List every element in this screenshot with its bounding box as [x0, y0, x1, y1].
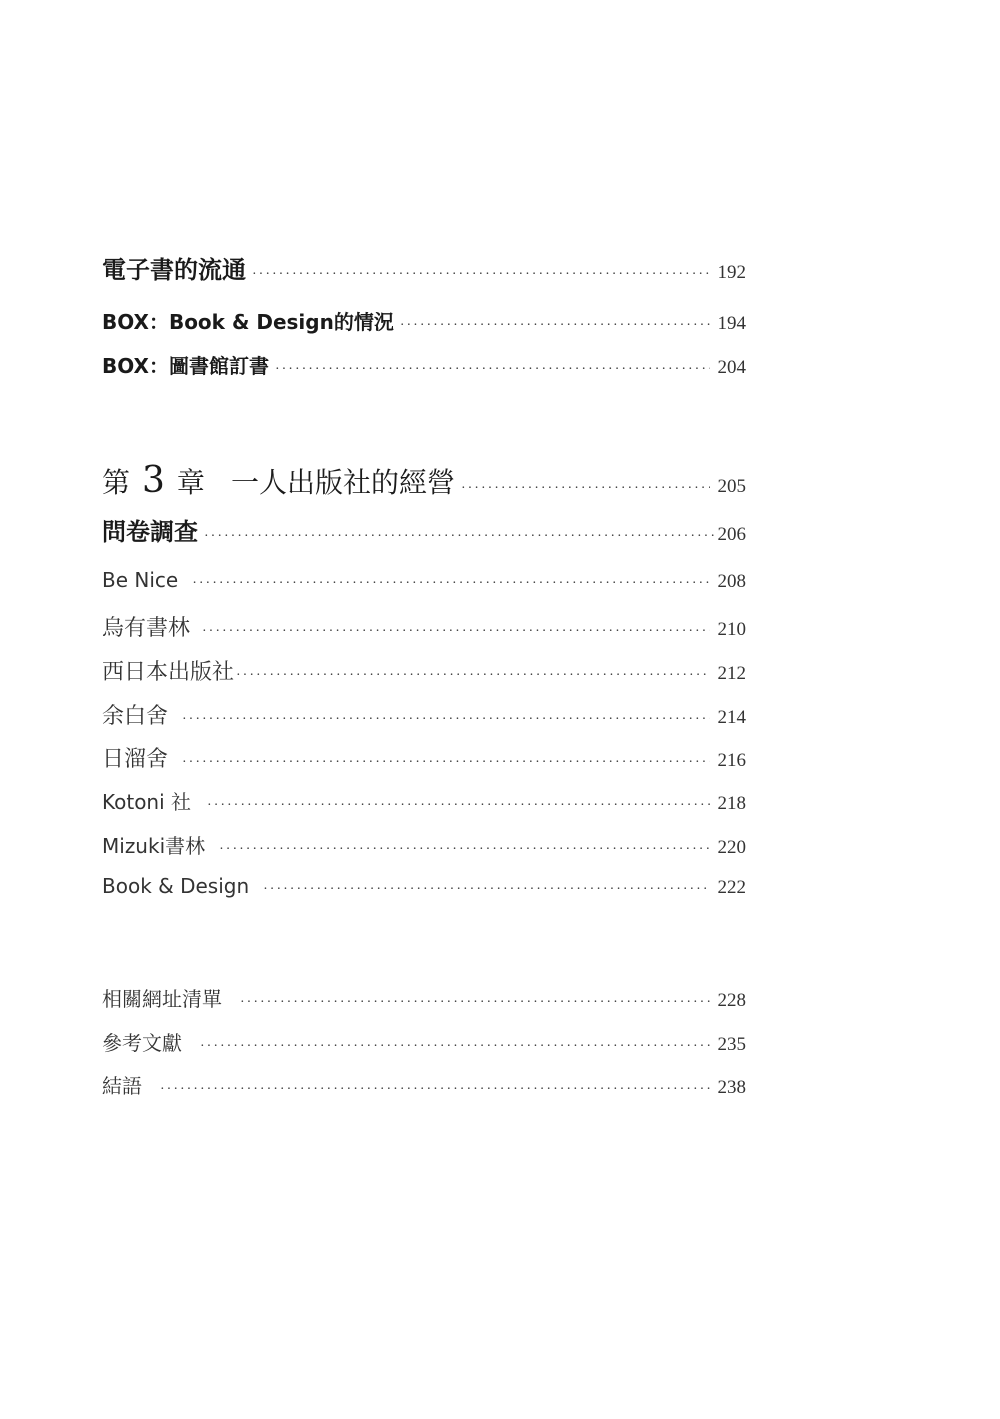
dot-leader [182, 755, 709, 771]
toc-entry-be-nice[interactable] [102, 568, 746, 593]
toc-entry-title: Book & Design [102, 874, 250, 898]
toc-entry-title: 相關網址清單 [102, 987, 222, 1011]
toc-entry-hidamarisha[interactable] [102, 742, 746, 773]
toc-entry-book-design[interactable] [102, 874, 746, 899]
toc-entry-title: 日溜舍 [102, 747, 169, 772]
toc-page-number: 208 [717, 571, 746, 592]
dot-leader [207, 798, 709, 814]
toc-page-number: 216 [717, 750, 746, 771]
dot-leader [204, 529, 714, 545]
toc-entry-title: 烏有書林 [102, 616, 191, 641]
toc-entry-ebook-distribution[interactable] [102, 250, 746, 285]
toc-page-number: 206 [717, 524, 746, 545]
dot-leader [236, 668, 709, 684]
toc-page-number: 204 [717, 357, 746, 378]
chapter-prefix: 第 [102, 466, 131, 499]
toc-page-number: 228 [717, 990, 746, 1011]
toc-entry-related-urls[interactable] [102, 983, 746, 1012]
dot-leader [182, 712, 709, 728]
dot-leader [252, 267, 710, 283]
toc-page-number: 192 [717, 262, 746, 283]
toc-entry-references[interactable] [102, 1027, 746, 1056]
toc-entry-chapter-3[interactable] [102, 460, 746, 501]
toc-entry-title: Be Nice [102, 568, 179, 592]
dot-leader [400, 318, 710, 334]
toc-entry-yohakusha[interactable] [102, 699, 746, 730]
toc-entry-box-book-design[interactable] [102, 306, 746, 335]
dot-leader [219, 842, 709, 858]
toc-entry-uyu-shorin[interactable] [102, 611, 746, 642]
toc-page-number: 210 [717, 619, 746, 640]
toc-entry-title: BOX：Book & Design的情況 [102, 310, 394, 334]
dot-leader [461, 481, 710, 497]
toc-entry-conclusion[interactable] [102, 1070, 746, 1099]
dot-leader [200, 1039, 710, 1055]
toc-entry-mizuki[interactable] [102, 830, 746, 859]
toc-entry-box-library[interactable] [102, 350, 746, 379]
toc-page-number: 212 [717, 663, 746, 684]
toc-entry-title: 余白舍 [102, 704, 169, 729]
toc-entry-title: 參考文獻 [102, 1031, 182, 1055]
toc-page-number: 238 [717, 1077, 746, 1098]
toc-entry-survey[interactable] [102, 512, 746, 547]
dot-leader [202, 624, 709, 640]
toc-page-number: 222 [717, 877, 746, 898]
dot-leader [263, 882, 709, 898]
toc-page-number: 205 [717, 476, 746, 497]
dot-leader [275, 362, 710, 378]
toc-entry-title: 問卷調查 [102, 518, 198, 546]
toc-entry-title: 西日本出版社 [102, 660, 235, 685]
chapter-title: 一人出版社的經營 [230, 466, 455, 499]
toc-entry-nishinihon[interactable] [102, 655, 746, 686]
toc-entry-title: BOX：圖書館訂書 [102, 354, 269, 378]
toc-page-number: 235 [717, 1034, 746, 1055]
toc-entry-title: Mizuki書林 [102, 834, 206, 858]
toc-entry-kotoni[interactable] [102, 786, 746, 815]
toc-page-number: 194 [717, 313, 746, 334]
toc-entry-title: 電子書的流通 [102, 256, 246, 284]
dot-leader [160, 1082, 710, 1098]
toc-page-number: 214 [717, 707, 746, 728]
chapter-number: 3 [142, 460, 165, 501]
chapter-heading [102, 460, 455, 501]
toc-entry-title: 結語 [102, 1074, 142, 1098]
toc-page-number: 218 [717, 793, 746, 814]
chapter-suffix: 章 [176, 466, 205, 499]
toc-entry-title: Kotoni 社 [102, 790, 192, 814]
dot-leader [240, 995, 710, 1011]
dot-leader [192, 576, 709, 592]
toc-page-number: 220 [717, 837, 746, 858]
